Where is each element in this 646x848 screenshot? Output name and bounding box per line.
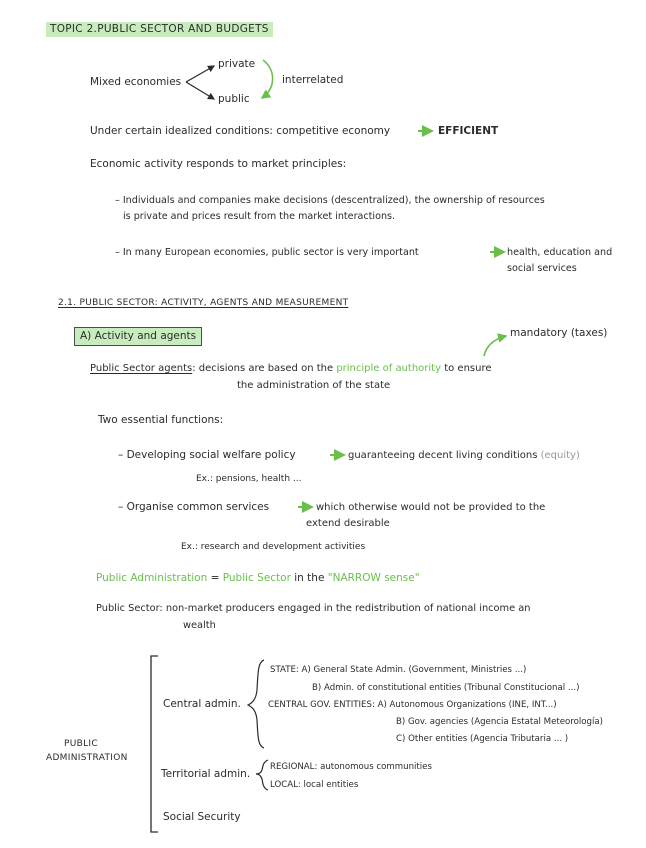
central-brace (248, 660, 264, 748)
central-admin-label: Central admin. (163, 698, 241, 710)
function2-result: which otherwise would not be provided to the (316, 502, 546, 513)
bullet1-line1: – Individuals and companies make decisions (descentralized), the ownership of resources (115, 195, 545, 206)
public-sector-definition-line2: wealth (183, 620, 216, 631)
social-security-label: Social Security (163, 811, 241, 823)
agents-line2: the administration of the state (237, 380, 391, 391)
function1-example: Ex.: pensions, health ... (196, 474, 302, 484)
subheading-activity-agents: A) Activity and agents (74, 327, 202, 346)
public-administration-term: Public Administration (96, 572, 208, 584)
bullet2-line1: – In many European economies, public sector is very important (115, 247, 419, 258)
narrow-sense-term: "NARROW sense" (327, 572, 420, 584)
central-gov-entities-b: B) Gov. agencies (Agencia Estatal Meteorología) (396, 717, 603, 727)
in-the-text: in the (294, 572, 325, 584)
tree-root-line1: PUBLIC (64, 739, 98, 749)
fork-to-public-arrow (186, 82, 214, 99)
public-label: public (218, 93, 250, 105)
functions-intro: Two essential functions: (98, 414, 224, 426)
principle-of-authority: principle of authority (336, 363, 442, 374)
function1-result: guaranteeing decent living conditions (348, 450, 538, 461)
section-2-1-heading: 2.1. PUBLIC SECTOR: ACTIVITY, AGENTS AND MEASUREMENT (58, 298, 349, 308)
state-b: B) Admin. of constitutional entities (Tribunal Constitucional ...) (312, 683, 580, 693)
page-title: TOPIC 2.PUBLIC SECTOR AND BUDGETS (46, 22, 273, 37)
mandatory-label: mandatory (taxes) (510, 327, 608, 339)
interrelated-curve-arrow (262, 60, 273, 98)
territorial-admin-label: Territorial admin. (161, 768, 251, 780)
function2-line2: extend desirable (306, 518, 390, 529)
state-a: STATE: A) General State Admin. (Government, Ministries ...) (270, 665, 527, 675)
private-label: private (218, 58, 256, 70)
public-sector-definition-line1: Public Sector: non-market producers engaged in the redistribution of national income an (96, 603, 531, 614)
agents-tail: to ensure (444, 363, 492, 374)
fork-to-private-arrow (186, 66, 214, 82)
public-sector-term: Public Sector (222, 572, 291, 584)
mandatory-arrow (484, 336, 506, 356)
territorial-brace (256, 760, 268, 790)
regional-entry: REGIONAL: autonomous communities (270, 762, 432, 772)
agents-label: Public Sector agents (90, 363, 193, 374)
activity-intro: Economic activity responds to market principles: (90, 158, 347, 170)
local-entry: LOCAL: local entities (270, 780, 359, 790)
central-gov-entities-c: C) Other entities (Agencia Tributaria ... ) (396, 734, 569, 744)
agents-text: : decisions are based on the (192, 363, 334, 374)
efficient-label: EFFICIENT (438, 125, 499, 137)
central-gov-entities-a: CENTRAL GOV. ENTITIES: A) Autonomous Organizations (INE, INT...) (268, 700, 557, 710)
mixed-economies-label: Mixed economies (90, 76, 182, 88)
interrelated-label: interrelated (282, 74, 344, 86)
equity-label: (equity) (540, 450, 580, 461)
bullet2-tail: health, education and (507, 247, 613, 258)
conditions-text: Under certain idealized conditions: competitive economy (90, 125, 391, 137)
function1-label: – Developing social welfare policy (118, 449, 296, 461)
main-bracket (151, 656, 158, 832)
bullet2-line2: social services (507, 263, 577, 274)
function2-example: Ex.: research and development activities (181, 542, 366, 552)
equals-sign: = (210, 572, 220, 584)
bullet1-line2: is private and prices result from the market interactions. (123, 211, 396, 222)
tree-root-line2: ADMINISTRATION (46, 753, 128, 763)
function2-label: – Organise common services (118, 501, 270, 513)
